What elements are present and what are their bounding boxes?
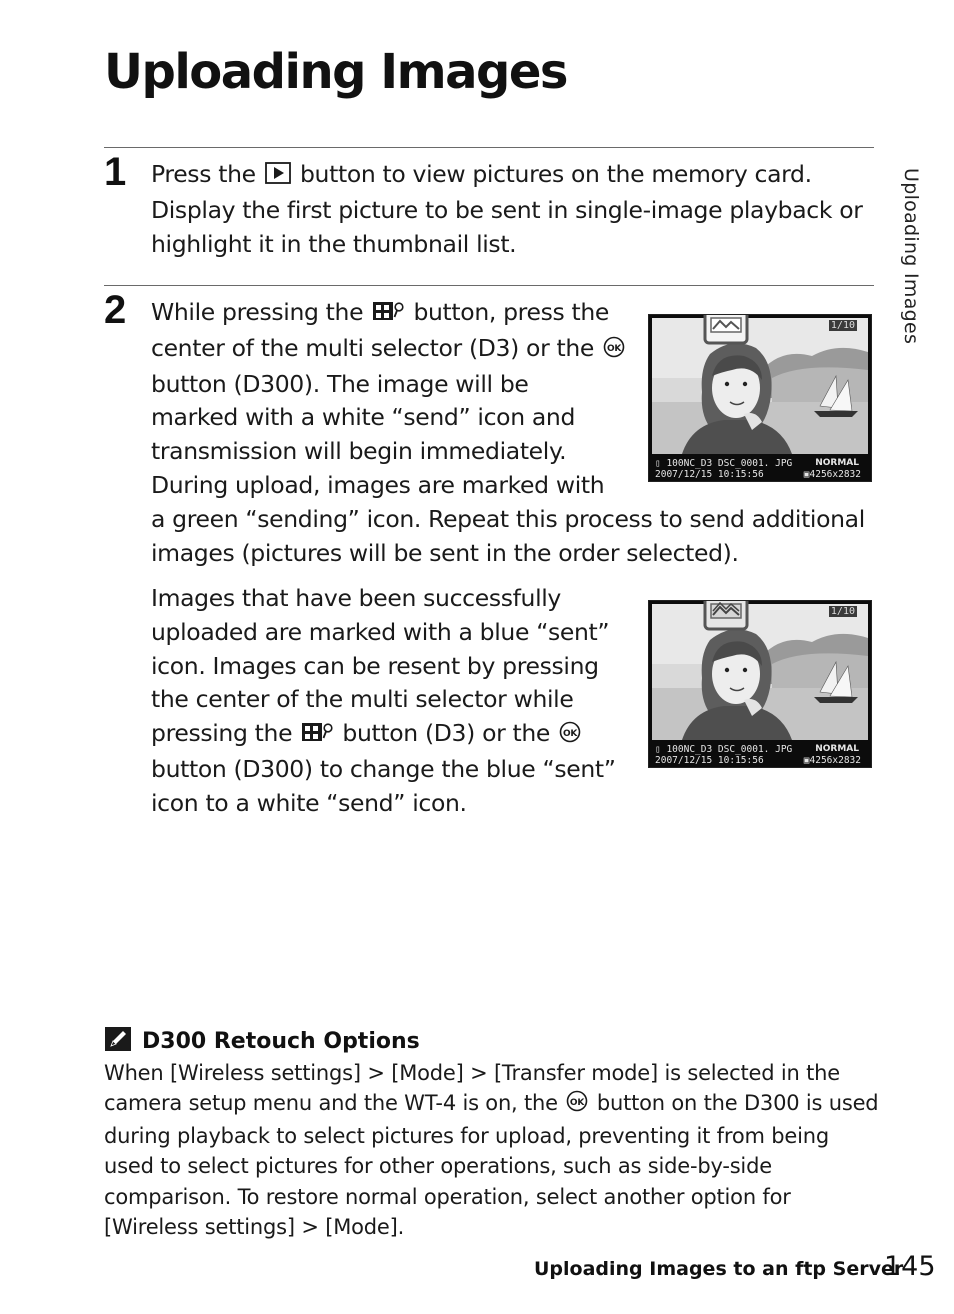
camera-screen-sent bbox=[648, 600, 872, 768]
date-time: 2007/12/15 10:15:56 bbox=[655, 469, 764, 480]
image-quality: NORMAL bbox=[815, 458, 859, 468]
svg-text:OK: OK bbox=[570, 1098, 585, 1109]
text-run: Press the bbox=[151, 160, 263, 188]
text-line bbox=[104, 1088, 879, 1120]
text-run: comparison. To restore normal operation, select another option for bbox=[104, 1184, 791, 1209]
svg-text:OK: OK bbox=[607, 343, 622, 354]
text-run: Images that have been successfully bbox=[151, 584, 561, 612]
text-line bbox=[104, 1151, 879, 1181]
text-run: icon to a white “send” icon. bbox=[151, 788, 467, 817]
info-bar bbox=[649, 457, 871, 481]
card-icon: ▯ bbox=[655, 458, 667, 469]
step-2-followup-text bbox=[151, 582, 631, 821]
text-run: camera setup menu and the WT-4 is on, the bbox=[104, 1091, 565, 1116]
text-run: uploaded are marked with a blue “sent” bbox=[151, 617, 610, 646]
frame-count: 1/10 bbox=[830, 606, 855, 617]
text-line bbox=[151, 228, 876, 262]
text-line bbox=[104, 1212, 879, 1242]
text-line bbox=[151, 194, 876, 228]
text-line bbox=[104, 1058, 879, 1088]
image-quality: NORMAL bbox=[815, 744, 859, 754]
side-tab: Uploading Images bbox=[900, 168, 922, 345]
text-run: highlight it in the thumbnail list. bbox=[151, 229, 517, 258]
text-run: during playback to select pictures for upload, preventing it from being bbox=[104, 1123, 829, 1148]
text-line bbox=[104, 1182, 879, 1212]
ok-icon bbox=[603, 334, 625, 368]
text-line bbox=[151, 683, 631, 717]
divider-middle bbox=[104, 285, 874, 286]
text-run: During upload, images are marked with bbox=[151, 470, 605, 499]
thumbnail-zoom-icon bbox=[301, 719, 333, 753]
text-run: button (D300). The image will be bbox=[151, 369, 529, 398]
footer-title: Uploading Images to an ftp Server bbox=[534, 1258, 904, 1280]
ok-icon bbox=[566, 1090, 588, 1120]
date-time: 2007/12/15 10:15:56 bbox=[655, 755, 764, 766]
text-run: button to view pictures on the memory card. bbox=[292, 160, 812, 188]
text-run: a green “sending” icon. Repeat this process to send additional bbox=[151, 504, 865, 533]
step-number-2: 2 bbox=[104, 288, 127, 332]
photo-thumbnail bbox=[652, 318, 868, 454]
text-run: transmission will begin immediately. bbox=[151, 437, 567, 466]
size-icon: ▣ bbox=[803, 755, 810, 766]
text-run: When [Wireless settings] > [Mode] > [Transfer mode] is selected in the bbox=[104, 1061, 840, 1085]
info-bar bbox=[649, 743, 871, 767]
text-line bbox=[151, 616, 631, 650]
text-run: icon. Images can be resent by pressing bbox=[151, 651, 599, 680]
text-line bbox=[151, 503, 876, 537]
file-info: ▯ 100NC_D3 DSC_0001. JPG bbox=[655, 458, 793, 469]
text-run: While pressing the bbox=[151, 298, 371, 326]
ok-icon bbox=[559, 719, 581, 753]
text-line bbox=[151, 158, 876, 194]
note-body bbox=[104, 1058, 879, 1242]
text-run: button, press the bbox=[406, 298, 609, 326]
text-line bbox=[151, 753, 631, 787]
step-number-1: 1 bbox=[104, 150, 127, 194]
svg-text:OK: OK bbox=[563, 729, 578, 740]
text-line bbox=[104, 1121, 879, 1151]
text-line bbox=[151, 650, 631, 684]
card-icon: ▯ bbox=[655, 744, 667, 755]
text-line bbox=[151, 717, 631, 753]
camera-screen-send bbox=[648, 314, 872, 482]
note-heading bbox=[104, 1026, 420, 1058]
text-run: button on the D300 is used bbox=[590, 1091, 879, 1116]
sent-icon bbox=[703, 600, 749, 635]
playback-icon bbox=[265, 160, 291, 194]
text-run: the center of the multi selector while bbox=[151, 685, 574, 714]
note-heading-text: D300 Retouch Options bbox=[142, 1029, 420, 1054]
text-line bbox=[151, 537, 876, 571]
text-line bbox=[151, 787, 631, 821]
page-number: 145 bbox=[884, 1251, 936, 1282]
text-run: used to select pictures for other operations, such as side-by-side bbox=[104, 1154, 772, 1179]
send-icon bbox=[703, 314, 749, 349]
frame-count: 1/10 bbox=[830, 320, 855, 331]
photo-thumbnail bbox=[652, 604, 868, 740]
text-run: button (D300) to change the blue “sent” bbox=[151, 754, 616, 783]
size-icon: ▣ bbox=[803, 469, 810, 480]
text-run: button (D3) or the bbox=[335, 719, 558, 748]
text-line bbox=[151, 582, 631, 616]
text-run: pressing the bbox=[151, 719, 300, 748]
page-title: Uploading Images bbox=[104, 44, 567, 100]
image-size: ▣4256x2832 bbox=[803, 755, 861, 766]
text-run: images (pictures will be sent in the order selected). bbox=[151, 538, 739, 567]
thumbnail-zoom-icon bbox=[372, 298, 404, 332]
text-run: center of the multi selector (D3) or the bbox=[151, 333, 602, 362]
text-run: marked with a white “send” icon and bbox=[151, 403, 576, 432]
step-1-text bbox=[151, 158, 876, 261]
text-run: [Wireless settings] > [Mode]. bbox=[104, 1215, 405, 1240]
image-size: ▣4256x2832 bbox=[803, 469, 861, 480]
file-info: ▯ 100NC_D3 DSC_0001. JPG bbox=[655, 744, 793, 755]
pencil-icon bbox=[104, 1026, 132, 1058]
divider-top bbox=[104, 147, 874, 148]
text-run: Display the first picture to be sent in single-image playback or bbox=[151, 195, 863, 224]
